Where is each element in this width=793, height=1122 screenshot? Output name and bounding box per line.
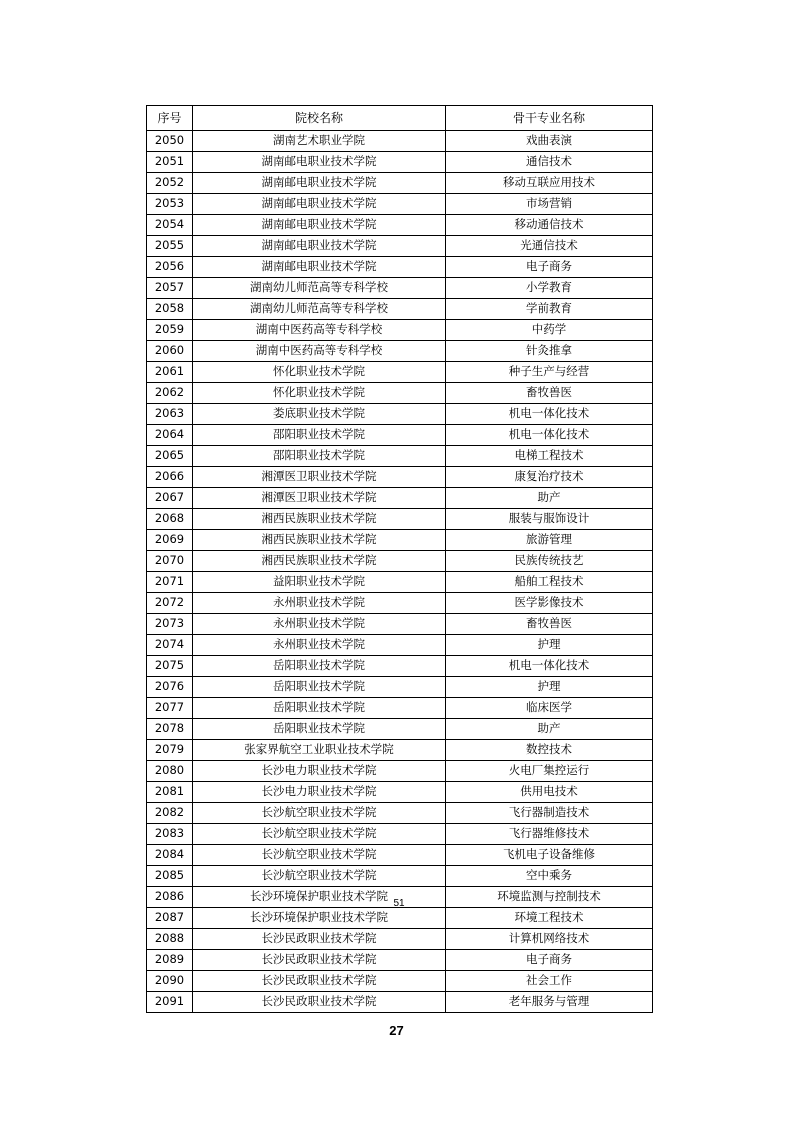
table-row	[147, 173, 653, 194]
table-row	[147, 404, 653, 425]
table-row	[147, 866, 653, 887]
cell-index: 2086	[147, 887, 193, 908]
cell-school-name: 湖南邮电职业技术学院	[193, 215, 446, 236]
table-row	[147, 362, 653, 383]
cell-school-name: 长沙民政职业技术学院	[193, 929, 446, 950]
cell-major-name: 船舶工程技术	[446, 572, 653, 593]
cell-major-name: 市场营销	[446, 194, 653, 215]
table-body	[147, 131, 653, 1013]
table-row	[147, 467, 653, 488]
cell-major-name: 护理	[446, 635, 653, 656]
cell-index: 2067	[147, 488, 193, 509]
cell-major-name: 飞行器维修技术	[446, 824, 653, 845]
cell-school-name: 长沙航空职业技术学院	[193, 803, 446, 824]
cell-major-name: 中药学	[446, 320, 653, 341]
table-row	[147, 215, 653, 236]
cell-index: 2068	[147, 509, 193, 530]
cell-major-name: 计算机网络技术	[446, 929, 653, 950]
cell-major-name: 旅游管理	[446, 530, 653, 551]
inner-page-number: 51	[393, 898, 405, 909]
cell-index: 2070	[147, 551, 193, 572]
cell-school-name: 岳阳职业技术学院	[193, 677, 446, 698]
cell-major-name: 数控技术	[446, 740, 653, 761]
cell-school-name: 长沙民政职业技术学院	[193, 971, 446, 992]
table-row	[147, 908, 653, 929]
column-header-major: 骨干专业名称	[446, 106, 653, 131]
cell-index: 2078	[147, 719, 193, 740]
cell-major-name: 社会工作	[446, 971, 653, 992]
cell-major-name: 飞机电子设备维修	[446, 845, 653, 866]
cell-major-name: 环境监测与控制技术	[446, 887, 653, 908]
cell-school-name: 湘潭医卫职业技术学院	[193, 467, 446, 488]
cell-index: 2065	[147, 446, 193, 467]
cell-index: 2075	[147, 656, 193, 677]
cell-school-name: 长沙电力职业技术学院	[193, 782, 446, 803]
table-row	[147, 572, 653, 593]
cell-major-name: 电子商务	[446, 950, 653, 971]
cell-major-name: 环境工程技术	[446, 908, 653, 929]
cell-major-name: 学前教育	[446, 299, 653, 320]
cell-index: 2055	[147, 236, 193, 257]
cell-school-name: 长沙航空职业技术学院	[193, 824, 446, 845]
cell-major-name: 民族传统技艺	[446, 551, 653, 572]
table-row	[147, 740, 653, 761]
table-row	[147, 383, 653, 404]
cell-index: 2071	[147, 572, 193, 593]
table-row	[147, 320, 653, 341]
table-header-row	[147, 106, 653, 131]
table-row	[147, 992, 653, 1013]
column-header-school: 院校名称	[193, 106, 446, 131]
cell-index: 2090	[147, 971, 193, 992]
cell-major-name: 电子商务	[446, 257, 653, 278]
cell-index: 2077	[147, 698, 193, 719]
cell-major-name: 畜牧兽医	[446, 614, 653, 635]
table-row	[147, 152, 653, 173]
cell-school-name: 湖南邮电职业技术学院	[193, 173, 446, 194]
cell-school-name: 长沙民政职业技术学院	[193, 992, 446, 1013]
table-row	[147, 656, 653, 677]
cell-major-name: 老年服务与管理	[446, 992, 653, 1013]
cell-index: 2057	[147, 278, 193, 299]
table-row	[147, 677, 653, 698]
cell-index: 2088	[147, 929, 193, 950]
cell-major-name: 火电厂集控运行	[446, 761, 653, 782]
cell-index: 2059	[147, 320, 193, 341]
cell-index: 2087	[147, 908, 193, 929]
table-row	[147, 299, 653, 320]
table-row	[147, 971, 653, 992]
cell-major-name: 畜牧兽医	[446, 383, 653, 404]
table-row	[147, 446, 653, 467]
majors-table	[146, 105, 653, 1013]
cell-index: 2056	[147, 257, 193, 278]
table-row	[147, 551, 653, 572]
cell-school-name: 怀化职业技术学院	[193, 362, 446, 383]
cell-index: 2062	[147, 383, 193, 404]
cell-index: 2080	[147, 761, 193, 782]
table-row	[147, 845, 653, 866]
cell-major-name: 助产	[446, 719, 653, 740]
cell-index: 2053	[147, 194, 193, 215]
cell-major-name: 供用电技术	[446, 782, 653, 803]
cell-major-name: 服装与服饰设计	[446, 509, 653, 530]
table-row	[147, 593, 653, 614]
cell-index: 2054	[147, 215, 193, 236]
cell-school-name: 长沙航空职业技术学院	[193, 866, 446, 887]
cell-school-name: 娄底职业技术学院	[193, 404, 446, 425]
table-row	[147, 719, 653, 740]
cell-index: 2063	[147, 404, 193, 425]
table-header	[147, 106, 653, 131]
cell-school-name: 湖南中医药高等专科学校	[193, 320, 446, 341]
cell-major-name: 助产	[446, 488, 653, 509]
cell-major-name: 康复治疗技术	[446, 467, 653, 488]
table-row	[147, 488, 653, 509]
cell-school-name: 湘西民族职业技术学院	[193, 509, 446, 530]
cell-major-name: 医学影像技术	[446, 593, 653, 614]
cell-index: 2084	[147, 845, 193, 866]
table-row	[147, 257, 653, 278]
table-row	[147, 278, 653, 299]
table-row	[147, 509, 653, 530]
cell-index: 2072	[147, 593, 193, 614]
table-row	[147, 929, 653, 950]
cell-major-name: 机电一体化技术	[446, 404, 653, 425]
cell-major-name: 空中乘务	[446, 866, 653, 887]
cell-school-name: 长沙环境保护职业技术学院	[193, 887, 446, 908]
cell-index: 2058	[147, 299, 193, 320]
cell-index: 2091	[147, 992, 193, 1013]
cell-major-name: 种子生产与经营	[446, 362, 653, 383]
table-row	[147, 698, 653, 719]
cell-school-name: 邵阳职业技术学院	[193, 425, 446, 446]
table-row	[147, 236, 653, 257]
cell-school-name: 岳阳职业技术学院	[193, 656, 446, 677]
cell-school-name: 湖南幼儿师范高等专科学校	[193, 278, 446, 299]
cell-index: 2083	[147, 824, 193, 845]
cell-index: 2060	[147, 341, 193, 362]
cell-school-name: 长沙环境保护职业技术学院	[193, 908, 446, 929]
cell-school-name: 湘西民族职业技术学院	[193, 551, 446, 572]
cell-index: 2064	[147, 425, 193, 446]
table-row	[147, 194, 653, 215]
cell-school-name: 湖南艺术职业学院	[193, 131, 446, 152]
cell-major-name: 通信技术	[446, 152, 653, 173]
column-header-index: 序号	[147, 106, 193, 131]
cell-school-name: 湖南邮电职业技术学院	[193, 257, 446, 278]
cell-index: 2051	[147, 152, 193, 173]
cell-major-name: 光通信技术	[446, 236, 653, 257]
cell-school-name: 长沙电力职业技术学院	[193, 761, 446, 782]
cell-school-name: 湘潭医卫职业技术学院	[193, 488, 446, 509]
cell-index: 2079	[147, 740, 193, 761]
cell-school-name: 长沙航空职业技术学院	[193, 845, 446, 866]
cell-major-name: 电梯工程技术	[446, 446, 653, 467]
cell-index: 2074	[147, 635, 193, 656]
cell-school-name: 湖南邮电职业技术学院	[193, 194, 446, 215]
cell-school-name: 张家界航空工业职业技术学院	[193, 740, 446, 761]
table-row	[147, 635, 653, 656]
cell-index: 2050	[147, 131, 193, 152]
cell-index: 2089	[147, 950, 193, 971]
table-row	[147, 614, 653, 635]
table-row	[147, 950, 653, 971]
table-row	[147, 425, 653, 446]
cell-index: 2073	[147, 614, 193, 635]
cell-major-name: 戏曲表演	[446, 131, 653, 152]
cell-school-name: 湘西民族职业技术学院	[193, 530, 446, 551]
cell-index: 2052	[147, 173, 193, 194]
cell-school-name: 湖南邮电职业技术学院	[193, 236, 446, 257]
cell-index: 2081	[147, 782, 193, 803]
majors-table-container	[146, 105, 652, 1013]
cell-major-name: 小学教育	[446, 278, 653, 299]
table-row	[147, 530, 653, 551]
cell-major-name: 护理	[446, 677, 653, 698]
table-row	[147, 782, 653, 803]
cell-major-name: 机电一体化技术	[446, 425, 653, 446]
cell-school-name: 岳阳职业技术学院	[193, 719, 446, 740]
table-row	[147, 761, 653, 782]
cell-index: 2061	[147, 362, 193, 383]
cell-school-name: 永州职业技术学院	[193, 635, 446, 656]
cell-major-name: 移动通信技术	[446, 215, 653, 236]
cell-school-name: 永州职业技术学院	[193, 593, 446, 614]
cell-school-name: 怀化职业技术学院	[193, 383, 446, 404]
cell-school-name: 岳阳职业技术学院	[193, 698, 446, 719]
cell-school-name: 湖南邮电职业技术学院	[193, 152, 446, 173]
cell-major-name: 针灸推拿	[446, 341, 653, 362]
cell-index: 2066	[147, 467, 193, 488]
cell-school-name: 湖南中医药高等专科学校	[193, 341, 446, 362]
table-row	[147, 803, 653, 824]
cell-school-name: 邵阳职业技术学院	[193, 446, 446, 467]
cell-major-name: 临床医学	[446, 698, 653, 719]
cell-index: 2085	[147, 866, 193, 887]
table-row	[147, 824, 653, 845]
cell-school-name: 湖南幼儿师范高等专科学校	[193, 299, 446, 320]
cell-major-name: 飞行器制造技术	[446, 803, 653, 824]
cell-school-name: 益阳职业技术学院	[193, 572, 446, 593]
cell-school-name: 长沙民政职业技术学院	[193, 950, 446, 971]
cell-major-name: 机电一体化技术	[446, 656, 653, 677]
cell-school-name: 永州职业技术学院	[193, 614, 446, 635]
table-row	[147, 131, 653, 152]
cell-index: 2082	[147, 803, 193, 824]
cell-index: 2069	[147, 530, 193, 551]
cell-index: 2076	[147, 677, 193, 698]
footer-page-number: 27	[389, 1023, 404, 1038]
cell-major-name: 移动互联应用技术	[446, 173, 653, 194]
table-row	[147, 341, 653, 362]
